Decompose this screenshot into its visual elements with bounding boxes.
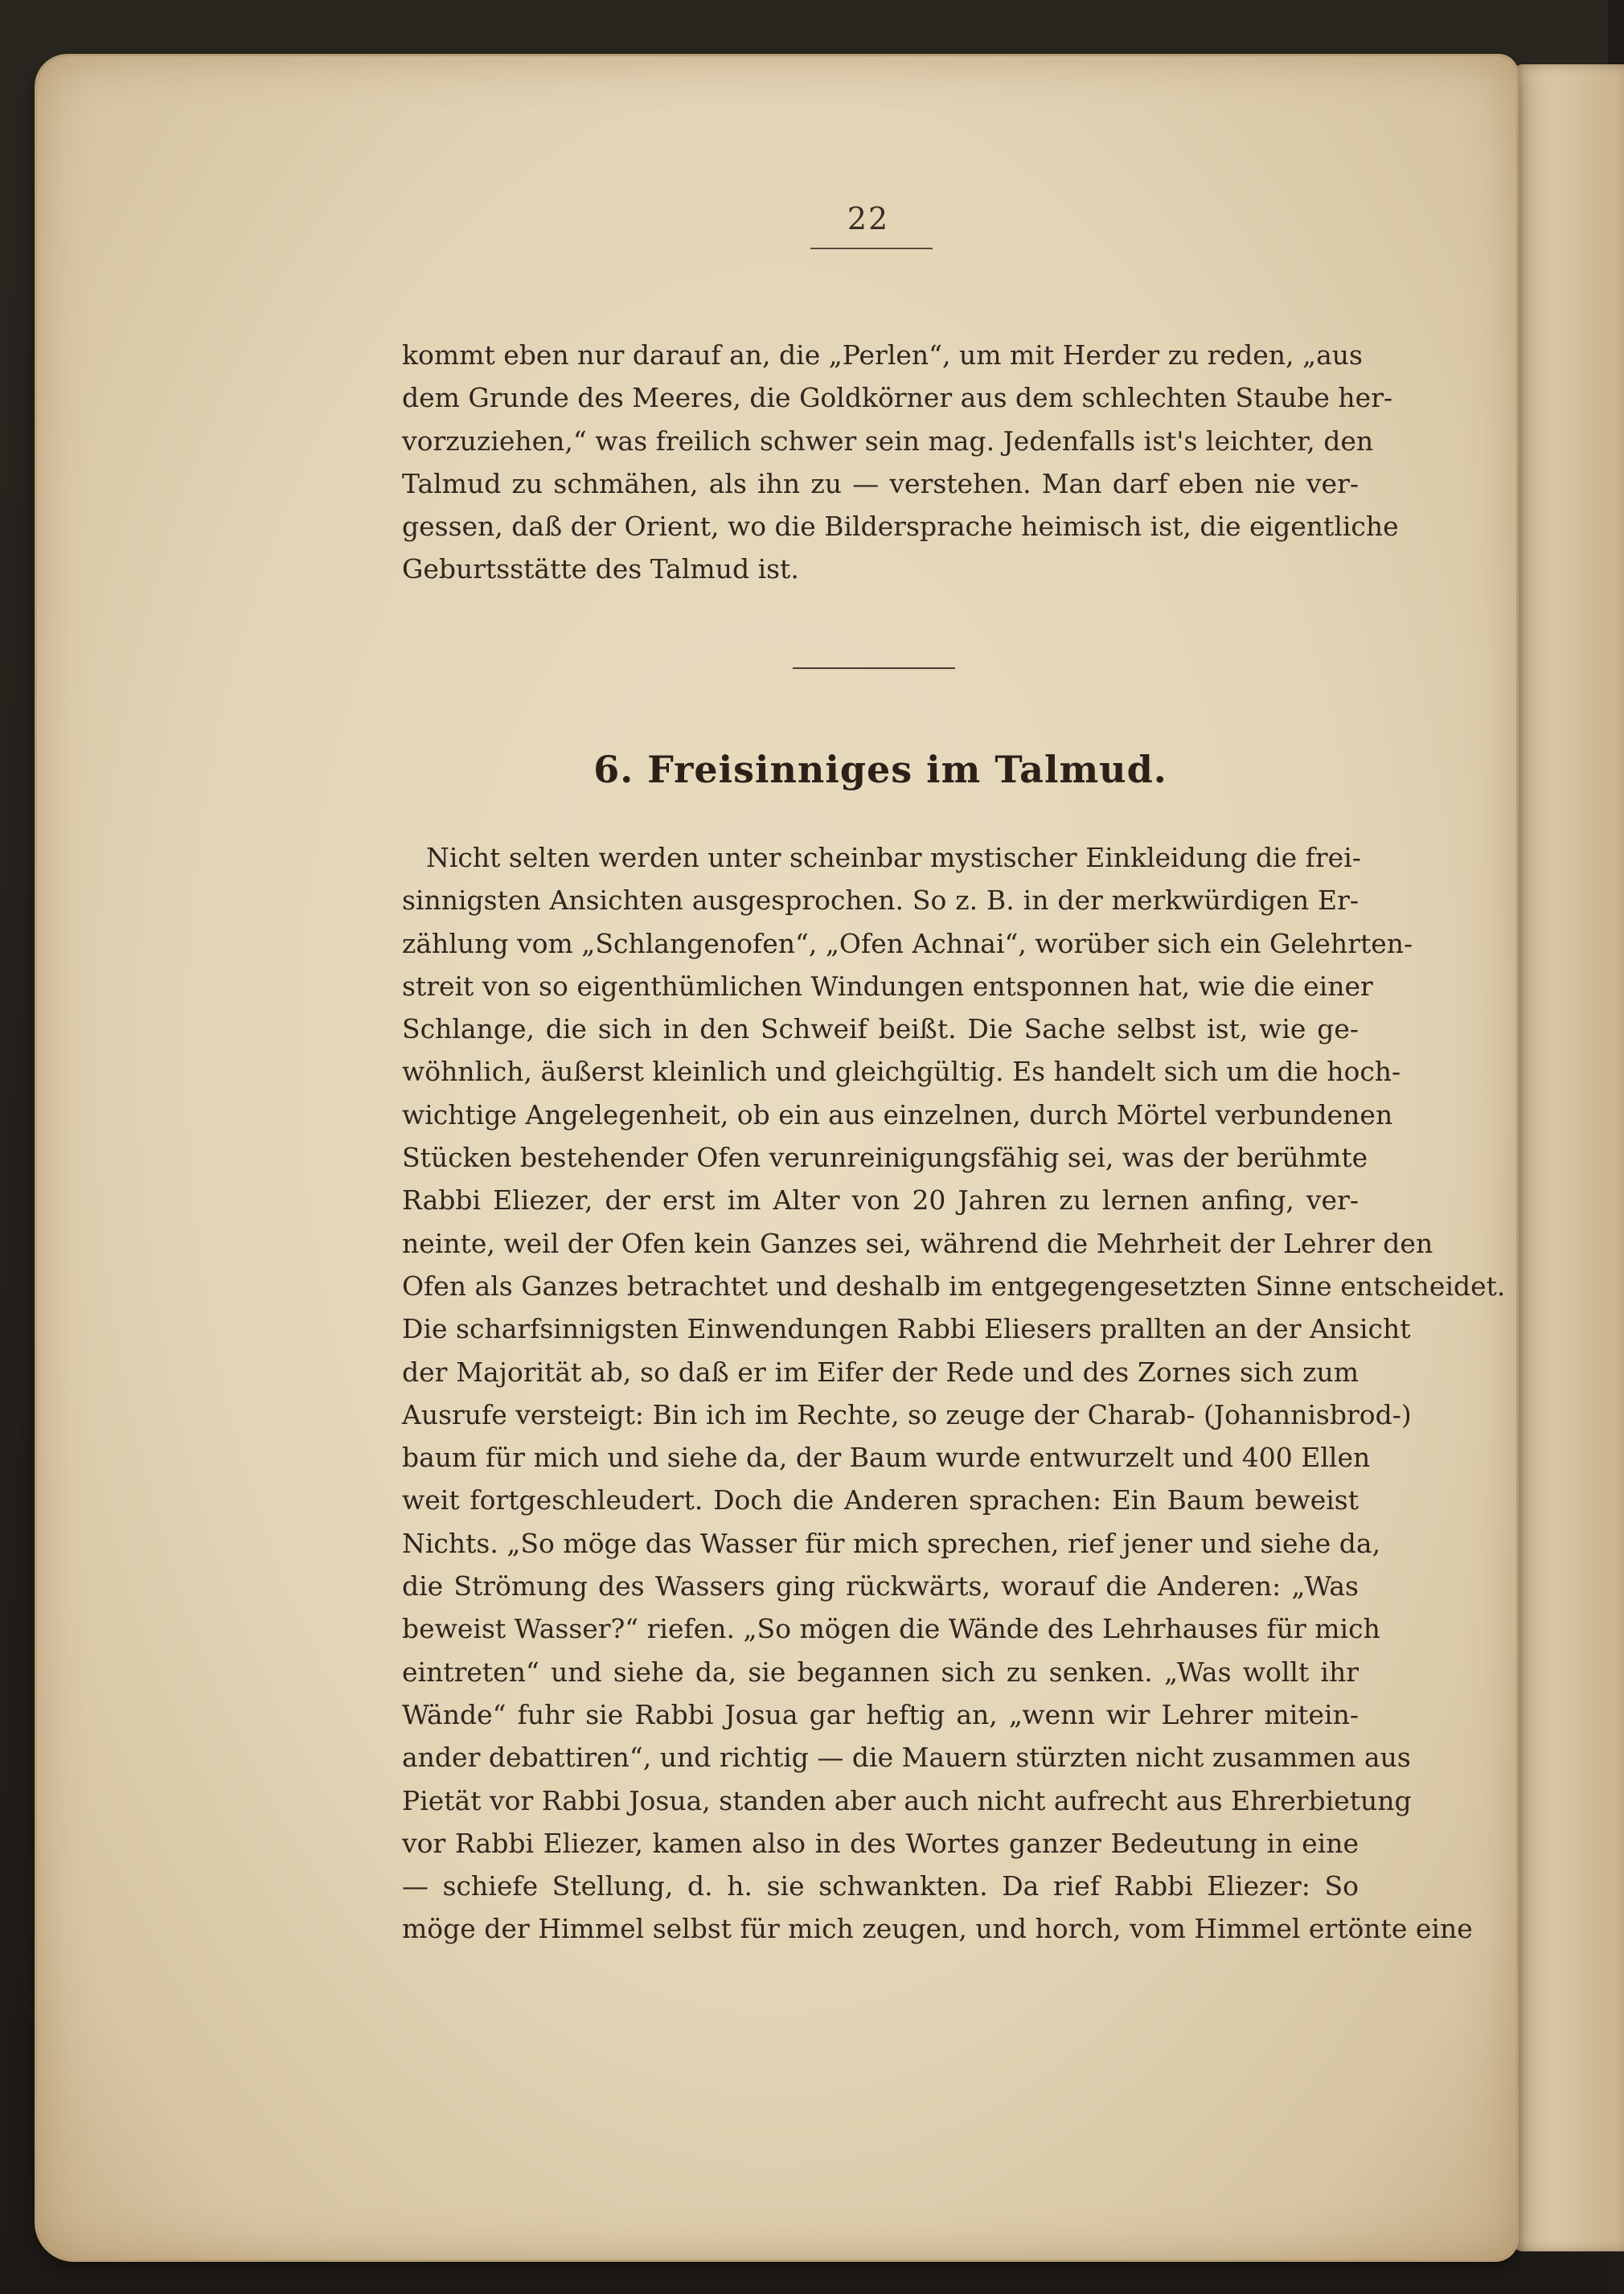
text-line: Ausrufe versteigt: Bin ich im Rechte, so zeuge der Charab- (Johannisbrod-) — [402, 1398, 1412, 1430]
text-line: wöhnlich, äußerst kleinlich und gleichgültig. Es handelt sich um die hoch- — [402, 1056, 1401, 1088]
text-line: dem Grunde des Meeres, die Goldkörner aus dem schlechten Staube her- — [402, 382, 1393, 414]
text-line: der Majorität ab, so daß er im Eifer der Rede und des Zornes sich zum — [402, 1356, 1359, 1388]
text-line: wichtige Angelegenheit, ob ein aus einzelnen, durch Mörtel verbundenen — [402, 1098, 1393, 1131]
intro-paragraph — [402, 334, 1399, 591]
text-line: Geburtsstätte des Talmud ist. — [402, 553, 799, 585]
text-line: gessen, daß der Orient, wo die Bildersprache heimisch ist, die eigentliche — [402, 511, 1399, 543]
text-line: neinte, weil der Ofen kein Ganzes sei, während die Mehrheit der Lehrer den — [402, 1227, 1433, 1259]
text-line: ander debattiren“, und richtig — die Mauern stürzten nicht zusammen aus — [402, 1742, 1411, 1774]
text-line: — schiefe Stellung, d. h. sie schwankten. Da rief Rabbi Eliezer: So — [402, 1870, 1359, 1902]
text-line: kommt eben nur darauf an, die „Perlen“, um mit Herder zu reden, „aus — [402, 339, 1363, 371]
text-line: Talmud zu schmähen, als ihn zu — verstehen. Man darf eben nie ver- — [402, 467, 1359, 499]
text-line: sinnigsten Ansichten ausgesprochen. So z. B. in der merkwürdigen Er- — [402, 884, 1359, 917]
page-number: 22 — [847, 201, 890, 236]
text-line: Rabbi Eliezer, der erst im Alter von 20 Jahren zu lernen anfing, ver- — [402, 1184, 1359, 1217]
text-line: baum für mich und siehe da, der Baum wurde entwurzelt und 400 Ellen — [402, 1442, 1371, 1474]
text-line: beweist Wasser?“ riefen. „So mögen die Wände des Lehrhauses für mich — [402, 1613, 1380, 1645]
body-paragraph — [402, 836, 1506, 1951]
text-line: Pietät vor Rabbi Josua, standen aber auch nicht aufrecht aus Ehrerbietung — [402, 1784, 1412, 1816]
text-line: Schlange, die sich in den Schweif beißt. Die Sache selbst ist, wie ge- — [402, 1013, 1359, 1045]
text-line: eintreten“ und siehe da, sie begannen sich zu senken. „Was wollt ihr — [402, 1656, 1359, 1688]
page-number-rule — [810, 248, 933, 249]
text-line: Wände“ fuhr sie Rabbi Josua gar heftig an, „wenn wir Lehrer mitein- — [402, 1698, 1359, 1730]
text-line: Nichts. „So möge das Wasser für mich sprechen, rief jener und siehe da, — [402, 1527, 1381, 1559]
text-line: möge der Himmel selbst für mich zeugen, und horch, vom Himmel ertönte eine — [402, 1913, 1473, 1945]
text-line: vorzuziehen,“ was freilich schwer sein mag. Jedenfalls ist's leichter, den — [402, 425, 1374, 457]
next-page-edge — [1511, 64, 1624, 2251]
text-line: zählung vom „Schlangenofen“, „Ofen Achnai“, worüber sich ein Gelehrten- — [402, 927, 1413, 959]
text-line: streit von so eigenthümlichen Windungen entsponnen hat, wie die einer — [402, 970, 1373, 1002]
text-line: Stücken bestehender Ofen verunreinigungsfähig sei, was der berühmte — [402, 1142, 1368, 1174]
text-line: die Strömung des Wassers ging rückwärts, worauf die Anderen: „Was — [402, 1570, 1359, 1603]
text-line: Nicht selten werden unter scheinbar mystischer Einkleidung die frei- — [426, 842, 1361, 873]
section-divider — [793, 667, 955, 669]
text-line: Ofen als Ganzes betrachtet und deshalb im entgegengesetzten Sinne entscheidet. — [402, 1270, 1506, 1302]
text-line: weit fortgeschleudert. Doch die Anderen sprachen: Ein Baum beweist — [402, 1484, 1359, 1516]
text-line: Die scharfsinnigsten Einwendungen Rabbi Eliesers prallten an der Ansicht — [402, 1313, 1411, 1345]
text-line: vor Rabbi Eliezer, kamen also in des Wortes ganzer Bedeutung in eine — [402, 1827, 1359, 1859]
section-title: 6. Freisinniges im Talmud. — [593, 748, 1167, 791]
